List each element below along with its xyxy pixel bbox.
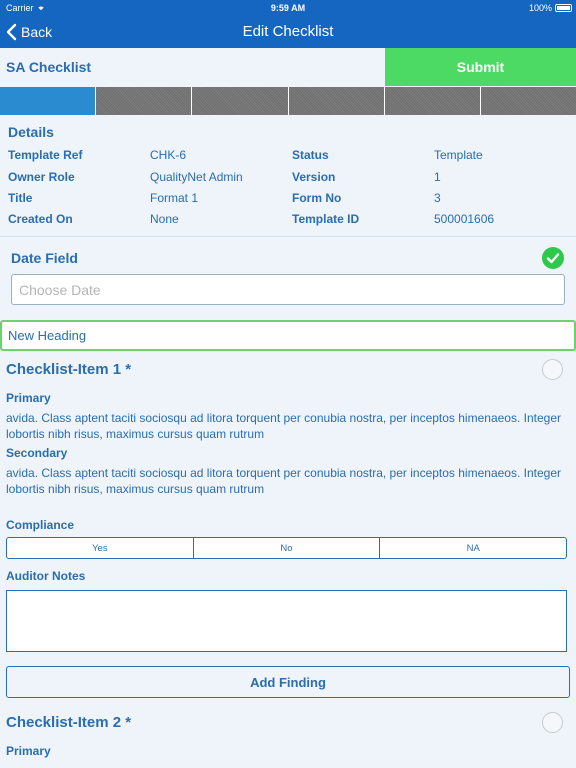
owner-role-label: Owner Role bbox=[8, 170, 75, 184]
checklist-item-1-title: Checklist-Item 1 * bbox=[6, 361, 132, 378]
progress-bar bbox=[0, 87, 576, 115]
compliance-na-option[interactable]: NA bbox=[466, 542, 480, 554]
status-time: 9:59 AM bbox=[270, 3, 306, 13]
form-no-label: Form No bbox=[292, 191, 342, 205]
checklist-name: SA Checklist bbox=[6, 59, 92, 75]
template-id-label: Template ID bbox=[292, 212, 360, 226]
version-value: 1 bbox=[434, 170, 441, 184]
divider bbox=[0, 236, 576, 237]
form-no-value: 3 bbox=[434, 191, 441, 205]
item-2-status-circle[interactable] bbox=[542, 712, 563, 733]
title-value: Format 1 bbox=[150, 191, 199, 205]
compliance-selector bbox=[6, 537, 567, 559]
primary-text: avida. Class aptent taciti sociosqu ad litora torquent per conubia nostra, per inceptos himenaeos. Integer lobortis nibh risus, maximus cursus quam rutrum bbox=[6, 411, 561, 441]
created-on-label: Created On bbox=[8, 212, 73, 226]
compliance-no-option[interactable]: No bbox=[194, 538, 381, 558]
progress-segment bbox=[192, 87, 287, 115]
item-1-status-circle[interactable] bbox=[542, 359, 563, 380]
template-ref-value: CHK-6 bbox=[150, 148, 187, 162]
status-label: Status bbox=[292, 148, 329, 162]
progress-segment bbox=[481, 87, 576, 115]
progress-segment bbox=[385, 87, 480, 115]
title-label: Title bbox=[8, 191, 33, 205]
add-finding-button[interactable]: Add Finding bbox=[6, 666, 570, 698]
secondary-text: avida. Class aptent taciti sociosqu ad litora torquent per conubia nostra, per inceptos himenaeos. Integer lobortis nibh risus, maximus cursus quam rutrum bbox=[6, 466, 561, 496]
checklist-header bbox=[0, 48, 576, 86]
date-field-title: Date Field bbox=[11, 250, 78, 266]
compliance-yes-option[interactable]: Yes bbox=[7, 538, 194, 558]
item-2-primary-label: Primary bbox=[6, 744, 51, 758]
details-title: Details bbox=[8, 124, 54, 140]
created-on-value: None bbox=[150, 212, 179, 226]
status-bar bbox=[0, 0, 576, 16]
template-id-value: 500001606 bbox=[434, 212, 495, 226]
owner-role-value: QualityNet Admin bbox=[150, 170, 243, 184]
back-button[interactable] bbox=[6, 22, 52, 42]
status-value: Template bbox=[434, 148, 483, 162]
progress-segment bbox=[0, 87, 95, 115]
submit-button[interactable]: Submit bbox=[385, 48, 576, 86]
progress-segment bbox=[289, 87, 384, 115]
battery-icon bbox=[555, 4, 572, 12]
date-input[interactable] bbox=[11, 274, 565, 305]
auditor-notes-label: Auditor Notes bbox=[6, 569, 86, 583]
check-circle-icon bbox=[542, 247, 564, 269]
primary-label: Primary bbox=[6, 391, 51, 405]
battery-percent: 100% bbox=[528, 3, 552, 13]
version-label: Version bbox=[292, 170, 336, 184]
template-ref-label: Template Ref bbox=[8, 148, 83, 162]
secondary-label: Secondary bbox=[6, 446, 68, 460]
heading-input[interactable] bbox=[0, 320, 576, 351]
back-label: Back bbox=[21, 24, 53, 40]
carrier-label: Carrier bbox=[6, 3, 45, 13]
page-title: Edit Checklist bbox=[242, 23, 334, 40]
compliance-label: Compliance bbox=[6, 518, 75, 532]
nav-bar bbox=[0, 16, 576, 48]
checklist-item-2-title: Checklist-Item 2 * bbox=[6, 714, 132, 731]
auditor-notes-input[interactable] bbox=[6, 590, 567, 652]
chevron-left-icon bbox=[6, 23, 17, 41]
progress-segment bbox=[96, 87, 191, 115]
